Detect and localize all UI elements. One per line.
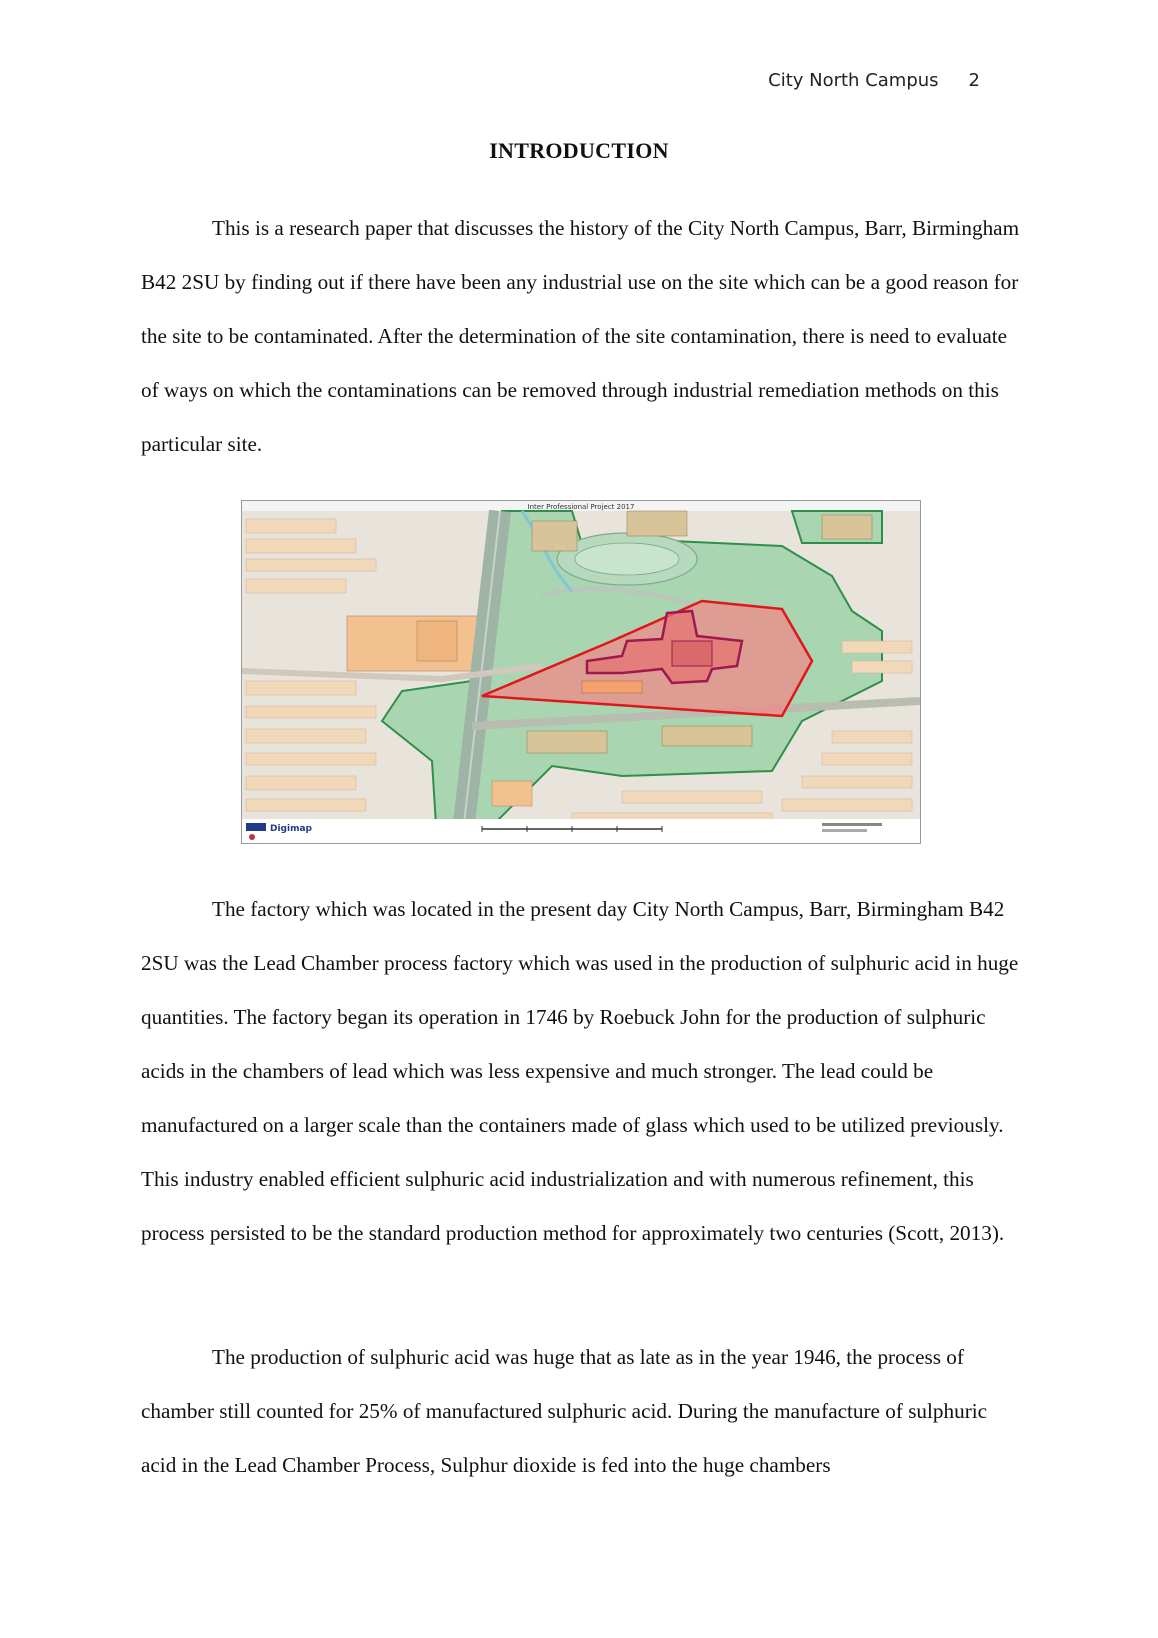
map-location-text — [822, 829, 867, 832]
paragraph-3 — [141, 1330, 1025, 1492]
paragraph-1 — [141, 201, 1025, 471]
paragraph-1-text: This is a research paper that discusses the history of the City North Campus, Barr, Birmingham B42 2SU by finding out if there have been any industrial use on the site which can be a good reason for the site to be contaminated. After the determination of the site contamination, there is need to evaluate of ways on which the contaminations can be removed through industrial remediation methods on this particular site. — [141, 216, 1020, 456]
section-title: INTRODUCTION — [489, 138, 669, 163]
page-number: 2 — [968, 70, 980, 91]
os-logo — [249, 834, 255, 840]
building-c — [527, 731, 607, 753]
building-b — [627, 511, 687, 536]
building-e — [492, 781, 532, 806]
site-map — [242, 501, 920, 843]
industrial-block-left-2 — [417, 621, 457, 661]
paragraph-2-text: The factory which was located in the present day City North Campus, Barr, Birmingham B42 2SU was the Lead Chamber process factory which was used in the production of sulphuric acid in huge quantities. The factory began its operation in 1746 by Roebuck John for the production of sulphuric acids in the chambers of lead which was less expensive and much stronger. The lead could be manufactured on a larger scale than the containers made of glass which used to be utilized previously. This industry enabled efficient sulphuric acid industrialization and with numerous refinement, this process persisted to be the standard production method for approximately two centuries (Scott, 2013). — [141, 897, 1019, 1245]
running-header — [768, 70, 980, 91]
site-building-1 — [582, 681, 642, 693]
industrial-block-left — [347, 616, 477, 671]
paragraph-3-text: The production of sulphuric acid was huge that as late as in the year 1946, the process of chamber still counted for 25% of manufactured sulphuric acid. During the manufacture of sulphuric acid in the Lead Chamber Process, Sulphur dioxide is fed into the huge chambers — [141, 1345, 988, 1477]
site-map-figure — [241, 500, 921, 844]
campus-block — [672, 641, 712, 666]
building-top-right — [822, 515, 872, 539]
map-date-text — [822, 823, 882, 826]
building-a — [532, 521, 577, 551]
map-title: Inter Professional Project 2017 — [527, 503, 635, 511]
paragraph-2 — [141, 882, 1025, 1260]
digimap-logo-mark — [246, 823, 266, 831]
map-footer — [242, 819, 920, 843]
building-d — [662, 726, 752, 746]
running-title: City North Campus — [768, 70, 939, 91]
digimap-logo-text: Digimap — [270, 824, 312, 834]
stadium-field — [575, 543, 679, 575]
